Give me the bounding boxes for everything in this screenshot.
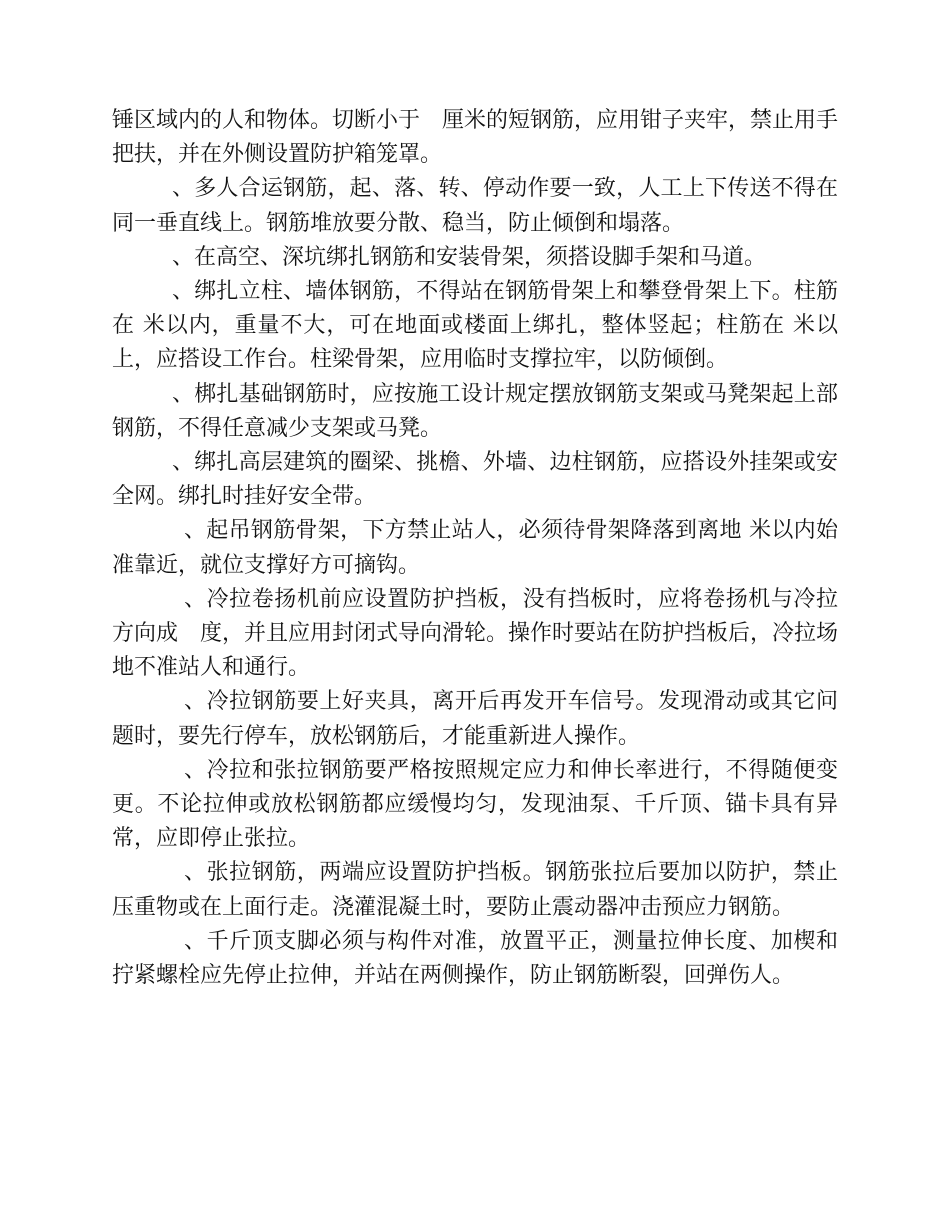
paragraph-item: 、绑扎高层建筑的圈梁、挑檐、外墙、边柱钢筋，应搭设外挂架或安全网。绑扎时挂好安全带。 (112, 450, 838, 510)
paragraph-item: 、梆扎基础钢筋时，应按施工设计规定摆放钢筋支架或马凳架起上部钢筋，不得任意减少支架或马凳。 (112, 381, 838, 441)
paragraph-item: 、多人合运钢筋，起、落、转、停动作要一致，人工上下传送不得在同一垂直线上。钢筋堆放要分散、稳当，防止倾倒和塌落。 (112, 176, 838, 236)
paragraph-item: 、冷拉卷扬机前应设置防护挡板，没有挡板时，应将卷扬机与冷拉方向成 度，并且应用封闭式导向滑轮。操作时要站在防护挡板后，冷拉场地不准站人和通行。 (112, 586, 839, 681)
paragraph-continuation: 锤区域内的人和物体。切断小于 厘米的短钢筋，应用钳子夹牢，禁止用手把扶，并在外侧设置防护箱笼罩。 (112, 108, 839, 168)
paragraph-item: 、绑扎立柱、墙体钢筋，不得站在钢筋骨架上和攀登骨架上下。柱筋在 米以内，重量不大，可在地面或楼面上绑扎，整体竖起；柱筋在 米以上，应搭设工作台。柱梁骨架，应用临时支撑拉牢，以防倾倒。 (112, 279, 838, 373)
paragraph-item: 、千斤顶支脚必须与构件对准，放置平正，测量拉伸长度、加楔和拧紧螺栓应先停止拉伸，并站在两侧操作，防止钢筋断裂，回弹伤人。 (112, 928, 838, 989)
paragraph-item: 、起吊钢筋骨架，下方禁止站人，必须待骨架降落到离地 米以内始准靠近，就位支撑好方可摘钩。 (112, 518, 838, 578)
paragraph-item: 、在高空、深坑绑扎钢筋和安装骨架，须搭设脚手架和马道。 (172, 244, 767, 270)
paragraph-item: 、张拉钢筋，两端应设置防护挡板。钢筋张拉后要加以防护，禁止压重物或在上面行走。浇灌混凝土时，要防止震动器冲击预应力钢筋。 (112, 860, 838, 920)
paragraph-item: 、冷拉钢筋要上好夹具，离开后再发开车信号。发现滑动或其它问题时，要先行停车，放松钢筋后，才能重新进人操作。 (112, 689, 838, 749)
document-page (112, 104, 838, 993)
paragraph-item: 、冷拉和张拉钢筋要严格按照规定应力和伸长率进行，不得随便变更。不论拉伸或放松钢筋都应缓慢均匀，发现油泵、千斤顶、锚卡具有异常，应即停止张拉。 (112, 757, 838, 852)
